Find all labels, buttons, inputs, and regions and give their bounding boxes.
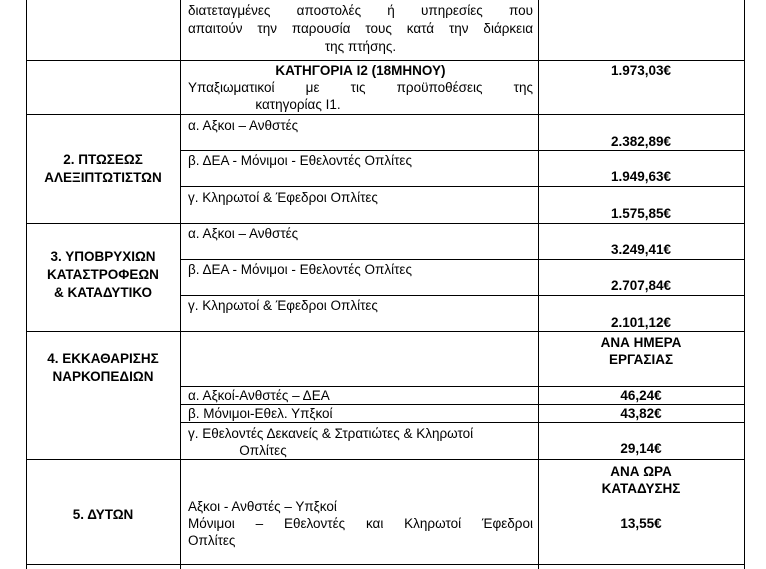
item-label: β. Μόνιμοι-Εθελ. Υπξκοί (188, 406, 333, 421)
item-label: α. Αξκοι – Ανθστές (188, 118, 299, 133)
subrow-separator (180, 259, 745, 260)
item-label: β. ΔΕΑ - Μόνιμοι - Εθελοντές Οπλίτες (188, 262, 412, 277)
section-2-title (28, 151, 178, 187)
section-4-title-line: ΝΑΡΚΟΠΕΔΙΩΝ (52, 369, 154, 384)
category-i2-description: κατηγορίας Ι1. (255, 97, 341, 112)
continuation-text-line: διατεταγμένες αποστολές ή υπηρεσίες που (188, 3, 533, 18)
category-i2-amount: 1.973,03€ (610, 63, 672, 78)
item-label: α. Αξκοι – Ανθστές (188, 226, 299, 241)
table-border-right (744, 0, 745, 569)
row-separator (26, 114, 745, 115)
section-3-title-line: ΚΑΤΑΣΤΡΟΦΕΩΝ (47, 267, 159, 282)
item-label: γ. Κληρωτοί & Έφεδροι Οπλίτες (188, 298, 378, 313)
item-amount: 2.707,84€ (610, 278, 672, 293)
item-amount: 2.101,12€ (610, 315, 672, 330)
item-label: γ. Εθελοντές Δεκανείς & Στρατιώτες & Κληρωτοί (188, 426, 474, 441)
row-separator (26, 564, 745, 565)
section-4-title (28, 350, 178, 386)
item-amount: 1.575,85€ (610, 206, 672, 221)
item-amount: 29,14€ (620, 441, 662, 456)
section-3-title (28, 248, 178, 302)
item-label: β. ΔΕΑ - Μόνιμοι - Εθελοντές Οπλίτες (188, 153, 412, 168)
column-divider-1 (180, 0, 181, 569)
section-5-unit-header: ΑΝΑ ΩΡΑ (610, 464, 672, 479)
column-divider-2 (538, 0, 539, 569)
section-4-unit-header: ΑΝΑ ΗΜΕΡΑ (600, 335, 682, 350)
subrow-separator (180, 422, 745, 423)
section-3-title-line: & ΚΑΤΑΔΥΤΙΚΟ (54, 285, 152, 300)
row-separator (26, 60, 745, 61)
item-label: α. Αξκοί-Ανθστές – ΔΕΑ (188, 388, 330, 403)
row-separator (26, 459, 745, 460)
item-amount: 43,82€ (620, 406, 662, 421)
section-2-title-line: ΑΛΕΞΙΠΤΩΤΙΣΤΩΝ (44, 170, 162, 185)
row-separator (26, 331, 745, 332)
section-3-title-line: 3. ΥΠΟΒΡΥΧΙΩΝ (50, 249, 156, 264)
section-5-unit-header: ΚΑΤΑΔΥΣΗΣ (601, 481, 681, 496)
table-border-left (26, 0, 27, 569)
section-4-title-line: 4. ΕΚΚΑΘΑΡΙΣΗΣ (47, 351, 159, 366)
section-5-description: Οπλίτες (188, 533, 236, 548)
section-2-title-line: 2. ΠΤΩΣΕΩΣ (63, 152, 143, 167)
section-5-title: 5. ΔΥΤΩΝ (72, 507, 134, 522)
subrow-separator (180, 150, 745, 151)
section-5-description: Αξκοι - Ανθστές – Υπξκοί (188, 499, 337, 514)
category-i2-description: Υπαξιωματικοί με τις προϋποθέσεις της (188, 80, 533, 95)
section-5-description: Μόνιμοι – Εθελοντές και Κληρωτοί Έφεδροι (188, 516, 533, 531)
continuation-text-line: απαιτούν την παρουσία τους κατά την διάρκεια (188, 21, 533, 36)
item-amount: 3.249,41€ (610, 242, 672, 257)
subrow-separator (180, 295, 745, 296)
section-4-unit-header: ΕΡΓΑΣΙΑΣ (608, 352, 674, 367)
item-label: Οπλίτες (239, 443, 287, 458)
category-i2-heading: ΚΑΤΗΓΟΡΙΑ Ι2 (18ΜΗΝΟΥ) (275, 63, 446, 78)
section-5-amount: 13,55€ (620, 516, 662, 531)
item-amount: 2.382,89€ (610, 134, 672, 149)
subrow-separator (180, 186, 745, 187)
row-separator (26, 223, 745, 224)
continuation-text-line: της πτήσης. (324, 39, 397, 54)
item-label: γ. Κληρωτοί & Έφεδροι Οπλίτες (188, 190, 378, 205)
item-amount: 46,24€ (620, 388, 662, 403)
item-amount: 1.949,63€ (610, 169, 672, 184)
